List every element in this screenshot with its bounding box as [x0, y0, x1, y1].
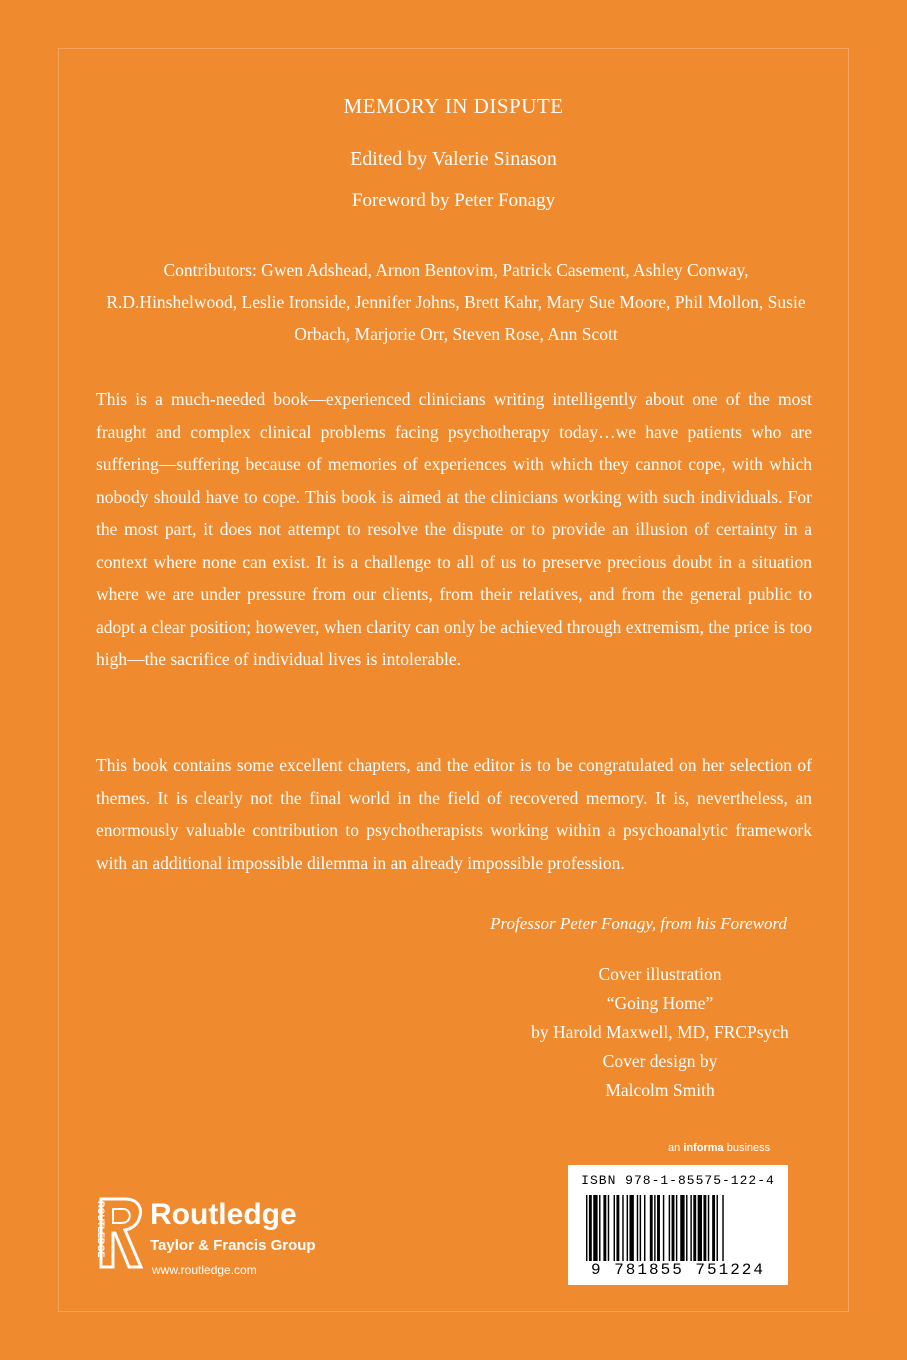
publisher-url: www.routledge.com: [152, 1263, 257, 1277]
barcode-bar: [608, 1195, 609, 1261]
blurb-paragraph-2: This book contains some excellent chapters, and the editor is to be congratulated on her selection of themes. It is clearly not the final world in the field of recovered memory. It is, nevertheless, an enormously valuable contribution to psychotherapists working within a psychoanalytic framework with an additional impossible dilemma in an already impossible profession.: [96, 755, 812, 873]
barcode-bar: [593, 1195, 597, 1261]
logo-vertical-text: ROUTLEDGE: [96, 1201, 106, 1258]
credit-line: Cover design by: [602, 1051, 718, 1071]
barcode-bar: [654, 1195, 655, 1261]
barcode-bar: [589, 1195, 592, 1261]
barcode-bar: [672, 1195, 675, 1261]
publisher-logo: [95, 1193, 395, 1283]
barcode-bar: [690, 1195, 691, 1261]
barcode-bar: [599, 1195, 600, 1261]
publisher-name: Routledge: [150, 1198, 297, 1231]
barcode-bar: [722, 1195, 723, 1261]
publisher-group: Taylor & Francis Group: [150, 1237, 316, 1254]
credit-line: Cover illustration: [598, 964, 722, 984]
barcode-bar: [676, 1195, 677, 1261]
credit-line: “Going Home”: [606, 993, 714, 1013]
informa-tagline: [668, 1142, 770, 1154]
barcode-bar: [686, 1195, 687, 1261]
cover-credits: [460, 960, 860, 1105]
barcode-bar: [693, 1195, 696, 1261]
cover-border: [58, 48, 849, 1312]
barcode-bar: [586, 1195, 587, 1261]
blurb-attribution: Professor Peter Fonagy, from his Foreword: [490, 914, 787, 933]
credit-line: by Harold Maxwell, MD, FRCPsych: [531, 1022, 789, 1042]
barcode-bar: [640, 1195, 641, 1261]
barcode-bar: [637, 1195, 638, 1261]
barcode-bar: [708, 1195, 709, 1261]
barcode-bar: [680, 1195, 684, 1261]
barcode-bar: [703, 1195, 706, 1261]
blurb-paragraph-1: This is a much-needed book—experienced clinicians writing intelligently about one of the most fraught and complex clinical problems facing psychotherapy today…we have patients who are suffering—suffering because of memories of experiences with which they cannot cope, with which nobody should have to cope. This book is aimed at the clinicians working with such individuals. For the most part, it does not attempt to resolve the dispute or to provide an illusion of certainty in a context where none can exist. It is a challenge to all of us to preserve precious doubt in a situation where we are under pressure from our clients, from their relatives, and from the general public to adopt a clear position; however, when clarity can only be achieved through extremism, the price is too high—the sacrifice of individual lives is intolerable.: [96, 389, 812, 669]
barcode-bar: [698, 1195, 702, 1261]
informa-suffix: business: [726, 1142, 771, 1154]
book-title: MEMORY IN DISPUTE: [343, 94, 564, 118]
credit-line: Malcolm Smith: [605, 1080, 715, 1100]
contributors-list: Contributors: Gwen Adshead, Arnon Bentovim, Patrick Casement, Ashley Conway, R.D.Hinshelwood, Leslie Ironside, Jennifer Johns, Brett Kahr, Mary Sue Moore, Phil Mollon, Susie Orbach, Marjorie Orr, Steven Rose, Ann Scott: [106, 260, 806, 344]
barcode-bar: [657, 1195, 660, 1261]
barcode-bars: [586, 1195, 770, 1261]
editor-line: Edited by Valerie Sinason: [350, 148, 557, 170]
barcode-bar: [622, 1195, 623, 1261]
isbn-barcode: [568, 1165, 788, 1285]
barcode-bar: [650, 1195, 653, 1261]
foreword-line: Foreword by Peter Fonagy: [351, 190, 556, 211]
routledge-r-icon: [95, 1193, 147, 1283]
barcode-bar: [644, 1195, 645, 1261]
barcode-bar: [627, 1195, 628, 1261]
barcode-bar: [717, 1195, 718, 1261]
isbn-label: ISBN 978-1-85575-122-4: [581, 1173, 775, 1188]
barcode-digits: 9 781855 751224: [590, 1261, 766, 1279]
informa-prefix: an: [668, 1142, 681, 1154]
barcode-bar: [616, 1195, 619, 1261]
barcode-bar: [630, 1195, 634, 1261]
informa-brand: informa: [683, 1142, 724, 1154]
barcode-bar: [603, 1195, 606, 1261]
barcode-bar: [663, 1195, 664, 1261]
barcode-bar: [669, 1195, 670, 1261]
barcode-bar: [712, 1195, 715, 1261]
barcode-bar: [614, 1195, 615, 1261]
